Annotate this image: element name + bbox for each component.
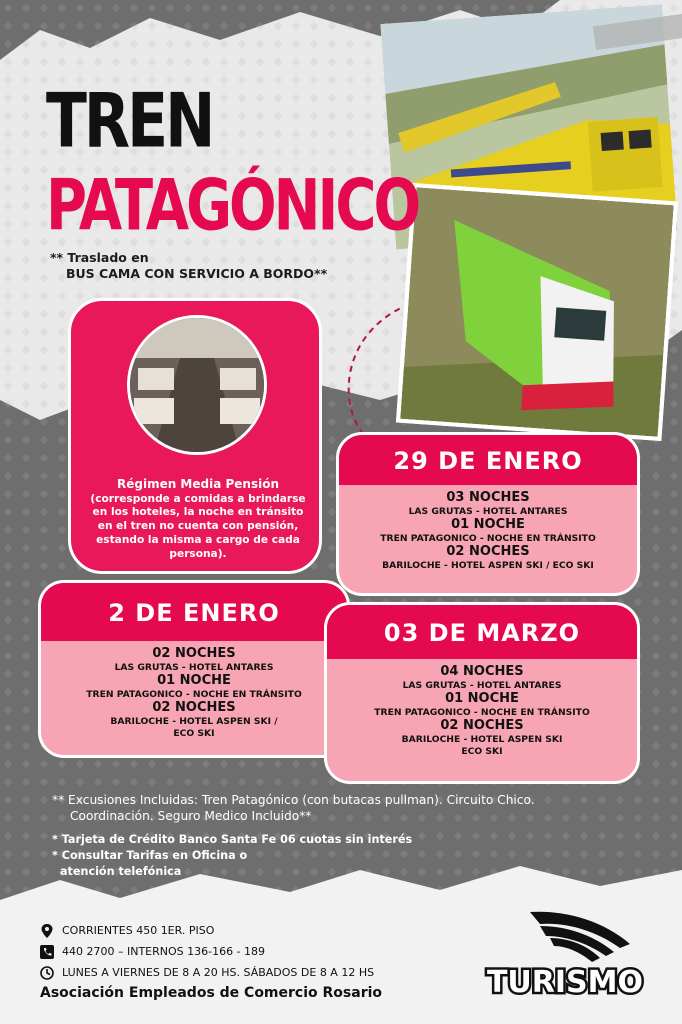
- transfer-line1: ** Traslado en: [50, 250, 149, 265]
- train-photo-green: [396, 183, 678, 441]
- package-detail: BARILOCHE - HOTEL ASPEN SKI: [401, 733, 563, 745]
- phone-text: 440 2700 – INTERNOS 136-166 - 189: [62, 945, 266, 958]
- package-nights: 02 NOCHES: [152, 646, 236, 661]
- package-date: 03 DE MARZO: [327, 605, 637, 659]
- package-detail: LAS GRUTAS - HOTEL ANTARES: [114, 661, 274, 673]
- credit-card-note: * Tarjeta de Crédito Banco Santa Fe 06 cuotas sin interés: [52, 833, 413, 846]
- regimen-card: [68, 298, 322, 574]
- regimen-text: [85, 477, 311, 561]
- included-excursions: [52, 792, 652, 825]
- package-detail: LAS GRUTAS - HOTEL ANTARES: [408, 505, 568, 517]
- package-detail: TREN PATAGONICO - NOCHE EN TRÁNSITO: [380, 532, 596, 544]
- package-nights: 02 NOCHES: [446, 543, 530, 559]
- package-body: [327, 659, 637, 758]
- hours-row: [40, 962, 374, 983]
- package-nights: 04 NOCHES: [440, 664, 524, 679]
- package-date: 2 DE ENERO: [41, 583, 347, 641]
- title-tren: TREN: [46, 77, 213, 166]
- tariffs-note: * Consultar Tarifas en Oficina o: [52, 849, 248, 863]
- transfer-line2: BUS CAMA CON SERVICIO A BORDO**: [66, 265, 328, 281]
- package-nights: 03 NOCHES: [446, 490, 530, 505]
- package-detail: LAS GRUTAS - HOTEL ANTARES: [402, 679, 562, 691]
- address-row: [40, 920, 374, 941]
- title-patagonico: PATAGÓNICO: [46, 165, 419, 247]
- phone-icon: [40, 945, 54, 959]
- payment-notes: [52, 832, 412, 881]
- regimen-heading: Régimen Media Pensión: [116, 477, 280, 491]
- package-detail: TREN PATAGONICO - NOCHE EN TRÁNSITO: [86, 688, 302, 700]
- address-text: CORRIENTES 450 1ER. PISO: [62, 924, 215, 937]
- package-card-29-enero: [336, 432, 640, 596]
- transfer-note: [50, 250, 327, 281]
- package-detail: TREN PATAGONICO - NOCHE EN TRÁNSITO: [374, 706, 590, 718]
- regimen-description: (corresponde a comidas a brindarse en los hoteles, la noche en tránsito en el tren no cuenta con pensión, estando la misma a cargo de cada persona).: [90, 492, 306, 560]
- package-body: [41, 641, 347, 740]
- map-pin-icon: [40, 924, 54, 938]
- package-nights: 01 NOCHE: [451, 516, 525, 532]
- excursions-line1: ** Excusiones Incluidas: Tren Patagónico (con butacas pullman). Circuito Chico.: [52, 793, 535, 807]
- association-name: Asociación Empleados de Comercio Rosario: [40, 985, 383, 1001]
- contact-info: [40, 920, 374, 983]
- phone-row: [40, 941, 374, 962]
- package-nights: 02 NOCHES: [440, 717, 524, 733]
- hours-text: LUNES A VIERNES DE 8 A 20 HS. SÁBADOS DE 8 A 12 HS: [62, 966, 375, 979]
- tariffs-note-cont: atención telefónica: [60, 865, 182, 879]
- package-detail: BARILOCHE - HOTEL ASPEN SKI /: [110, 715, 278, 727]
- logo-text: TURISMO: [486, 965, 644, 1000]
- package-card-03-marzo: [324, 602, 640, 784]
- train-interior-photo: [127, 315, 267, 455]
- package-card-2-enero: [38, 580, 350, 758]
- package-detail: BARILOCHE - HOTEL ASPEN SKI / ECO SKI: [382, 559, 594, 571]
- package-detail-cont: ECO SKI: [461, 745, 503, 757]
- turismo-logo: [480, 904, 650, 1004]
- package-nights: 01 NOCHE: [157, 672, 231, 688]
- package-detail-cont: ECO SKI: [173, 727, 215, 739]
- package-nights: 02 NOCHES: [152, 699, 236, 715]
- package-nights: 01 NOCHE: [445, 690, 519, 706]
- package-date: 29 DE ENERO: [339, 435, 637, 485]
- package-body: [339, 485, 637, 572]
- clock-icon: [40, 966, 54, 980]
- excursions-line2: Coordinación. Seguro Medico Incluido**: [70, 809, 312, 824]
